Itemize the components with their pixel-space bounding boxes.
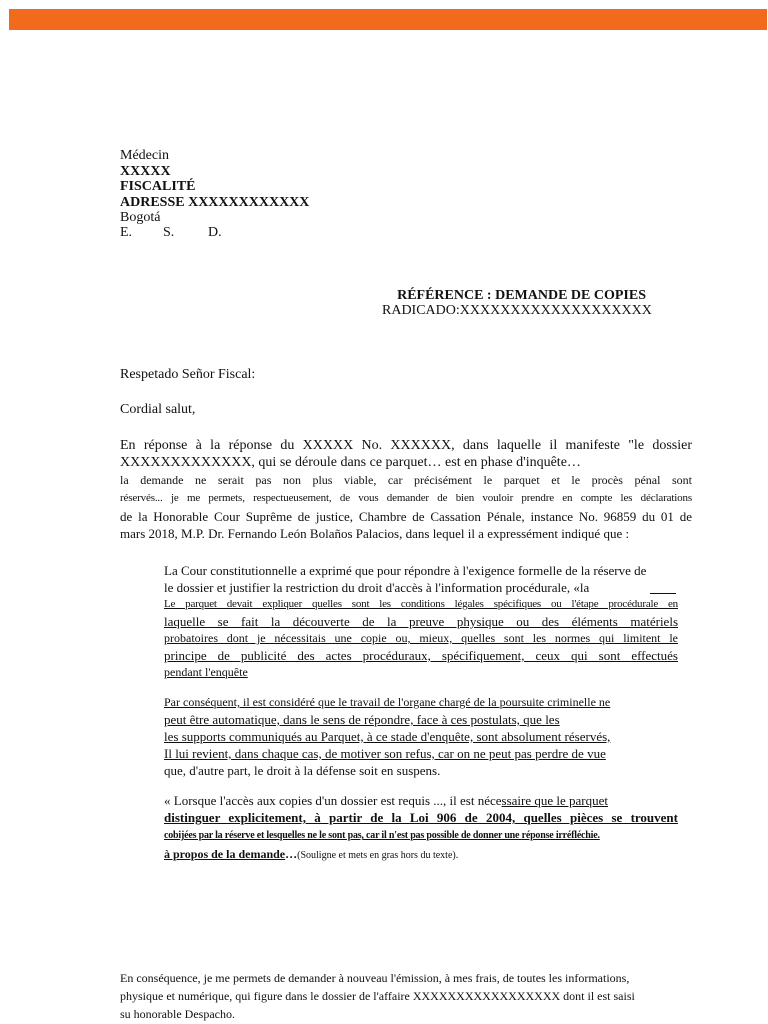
- sender-office: FISCALITÉ: [120, 179, 196, 194]
- intro-paragraph: [120, 437, 692, 542]
- quote-block-2: [164, 694, 678, 779]
- quote3-line-1a: « Lorsque l'accès aux copies d'un dossier est requis ..., il est néce: [164, 793, 502, 808]
- quote-block-3: [164, 792, 678, 862]
- closing-line-2: physique et numérique, qui figure dans le dossier de l'affaire XXXXXXXXXXXXXXXXX dont il est saisi: [120, 989, 635, 1003]
- quote1-line-2-text: le dossier et justifier la restriction du droit d'accès à l'information procédurale, «la: [164, 580, 590, 595]
- intro-line-2: XXXXXXXXXXXXX, qui se déroule dans ce parquet… est en phase d'inquête…: [120, 455, 581, 470]
- quote3-note: (Souligne et mets en gras hors du texte).: [297, 850, 459, 861]
- quote2-line-3: les supports communiqués au Parquet, à ce stade d'enquête, sont absolument réservés,: [164, 729, 611, 744]
- intro-line-3: la demande ne serait pas non plus viable, car précisément le parquet et le procès pénal sont: [120, 473, 692, 487]
- intro-line-5: de la Honorable Cour Suprême de justice, Chambre de Cassation Pénale, instance No. 96859 du 01 de: [120, 509, 692, 524]
- quote2-line-4: Il lui revient, dans chaque cas, de motiver son refus, car on ne peut pas perdre de vue: [164, 746, 606, 761]
- quote1-line-7: pendant l'enquête: [164, 665, 248, 679]
- intro-line-4: réservés... je me permets, respectueusement, de vous demander de bien vouloir prendre en compte les déclarations: [120, 492, 692, 504]
- esd-d: D.: [208, 225, 222, 240]
- quote1-line-1: La Cour constitutionnelle a exprimé que pour répondre à l'exigence formelle de la réserve de: [164, 563, 647, 578]
- quote1-line-6: principe de publicité des actes procéduraux, spécifiquement, ceux qui sont effectués: [164, 648, 678, 663]
- quote1-line-4: laquelle se fait la découverte de la preuve physique ou des éléments matériels: [164, 614, 678, 629]
- reference-title: RÉFÉRENCE : DEMANDE DE COPIES: [397, 288, 646, 303]
- quote2-line-1: Par conséquent, il est considéré que le travail de l'organe chargé de la poursuite criminelle ne: [164, 695, 611, 709]
- closing-line-3: su honorable Despacho.: [120, 1007, 235, 1021]
- esd-e: E.: [120, 225, 133, 240]
- quote3-emphasis: à propos de la demande: [164, 847, 286, 861]
- quote3-ellipsis: …: [285, 847, 298, 861]
- quote3-line-1: [164, 792, 678, 809]
- quote2-line-2: peut être automatique, dans le sens de répondre, face à ces postulats, que les: [164, 712, 560, 727]
- quote3-line-2: distinguer explicitement, à partir de la Loi 906 de 2004, quelles pièces se trouvent: [164, 810, 678, 825]
- sender-city: Bogotá: [120, 210, 161, 225]
- quote3-line-1b: ssaire que le parquet: [501, 793, 609, 808]
- sender-address: ADRESSE XXXXXXXXXXXX: [120, 195, 310, 210]
- closing-line-1: En conséquence, je me permets de demander à nouveau l'émission, à mes frais, de toutes les informations,: [120, 971, 630, 985]
- quote3-line-3: cobijées par la réserve et lesquelles ne le sont pas, car il n'est pas possible de donner une réponse irréfléchie.: [164, 830, 600, 841]
- intro-line-1: En réponse à la réponse du XXXXX No. XXXXXX, dans laquelle il manifeste "le dossier: [120, 438, 692, 453]
- quote3-line-4: [164, 845, 678, 862]
- sender-esd: [120, 225, 222, 241]
- salutation: Respetado Señor Fiscal:: [120, 367, 256, 382]
- quote1-line-2: [164, 579, 678, 596]
- quote1-line-5: probatoires dont je nécessitais une copie ou, mieux, quelles sont les normes qui limitent le: [164, 631, 678, 645]
- greeting: Cordial salut,: [120, 402, 196, 417]
- closing-paragraph: [120, 969, 700, 1023]
- quote-block-1: [164, 562, 678, 681]
- reference-radicado: RADICADO:XXXXXXXXXXXXXXXXXXX: [382, 303, 652, 318]
- sender-role: Médecin: [120, 148, 169, 163]
- sender-name: XXXXX: [120, 164, 171, 179]
- esd-s: S.: [163, 225, 175, 240]
- intro-line-6: mars 2018, M.P. Dr. Fernando León Bolaños Palacios, dans lequel il a expressément indiqué que :: [120, 526, 630, 541]
- quote1-line-3: Le parquet devait expliquer quelles sont les conditions légales spécifiques ou l'étape procédurale en: [164, 598, 678, 610]
- header-accent-bar: [9, 9, 767, 30]
- quote1-blank-line: [650, 593, 676, 594]
- quote2-line-5: que, d'autre part, le droit à la défense soit en suspens.: [164, 763, 441, 778]
